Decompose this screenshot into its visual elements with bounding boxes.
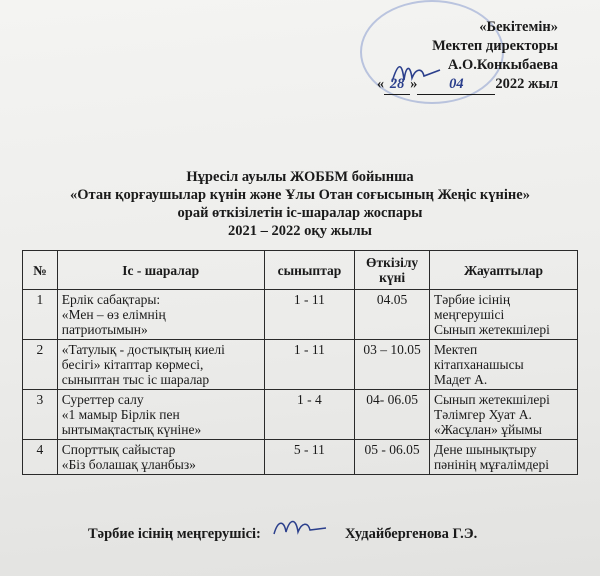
row-event-line: патриотымын» <box>61 322 148 337</box>
row-event-line: «1 мамыр Бірлік пен <box>61 407 180 422</box>
footer-position: Тәрбие ісінің меңгерушісі: <box>88 526 261 542</box>
row-responsible-line: Дене шынықтыру <box>433 442 537 457</box>
row-responsible-line: меңгерушісі <box>433 307 505 322</box>
row-responsible-line: Сынып жетекшілері <box>433 392 550 407</box>
row-responsible-line: Тәрбие ісінің <box>433 292 511 307</box>
row-event-line: бесігі» кітаптар көрмесі, <box>61 357 204 372</box>
table-row <box>23 290 578 340</box>
header-number: № <box>23 251 58 290</box>
row-classes: 5 - 11 <box>264 440 355 475</box>
deputy-signature <box>270 514 330 544</box>
document-title <box>0 168 600 240</box>
row-event-line: Ерлік сабақтары: <box>61 292 161 307</box>
row-responsible <box>429 290 577 340</box>
approval-day: 28 <box>384 75 410 95</box>
row-event <box>57 340 264 390</box>
approval-date: « 28 » 04 2022 жыл <box>377 75 558 95</box>
director-position: Мектеп директоры <box>432 38 558 54</box>
events-plan-table <box>22 250 578 475</box>
row-event-line: сыныптан тыс іс шаралар <box>61 372 210 387</box>
title-line-2: «Отан қорғаушылар күнін және Ұлы Отан соғысының Жеңіс күніне» <box>70 187 530 203</box>
row-classes: 1 - 11 <box>264 340 355 390</box>
row-responsible-line: пәнінің мұғалімдері <box>433 457 550 472</box>
table-header-row <box>23 251 578 290</box>
title-line-4: 2021 – 2022 оқу жылы <box>228 223 372 239</box>
row-responsible-line: Мадет А. <box>433 372 488 387</box>
footer-name: Худайбергенова Г.Э. <box>345 526 478 542</box>
row-responsible <box>429 390 577 440</box>
row-number: 1 <box>23 290 58 340</box>
row-number: 3 <box>23 390 58 440</box>
row-date: 04.05 <box>355 290 430 340</box>
row-event-line: ынтымақтастық күніне» <box>61 422 202 437</box>
row-date: 04- 06.05 <box>355 390 430 440</box>
header-date: Өткізілу күні <box>355 251 430 290</box>
approval-block <box>377 18 558 95</box>
row-event <box>57 290 264 340</box>
row-responsible-line: кітапханашысы <box>433 357 524 372</box>
approval-month: 04 <box>417 75 495 95</box>
header-classes: сыныптар <box>264 251 355 290</box>
table-body <box>23 290 578 475</box>
row-event <box>57 440 264 475</box>
row-classes: 1 - 4 <box>264 390 355 440</box>
row-event-line: Спорттық сайыстар <box>61 442 176 457</box>
row-date: 05 - 06.05 <box>355 440 430 475</box>
director-name-line <box>377 56 558 75</box>
row-responsible <box>429 340 577 390</box>
table-row <box>23 440 578 475</box>
director-name: А.О.Конкыбаева <box>447 57 558 73</box>
row-event <box>57 390 264 440</box>
approval-year: 2022 жыл <box>495 76 558 92</box>
row-event-line: «Татулық - достықтың киелі <box>61 342 225 357</box>
approval-label: «Бекітемін» <box>479 19 558 35</box>
row-event-line: Суреттер салу <box>61 392 144 407</box>
row-classes: 1 - 11 <box>264 290 355 340</box>
row-responsible-line: «Жасұлан» ұйымы <box>433 422 542 437</box>
table-row <box>23 340 578 390</box>
title-line-3: орай өткізілетін іс-шаралар жоспары <box>177 205 423 221</box>
row-responsible-line: Тәлімгер Хуат А. <box>433 407 532 422</box>
row-number: 2 <box>23 340 58 390</box>
title-line-1: Нұресіл ауылы ЖОББМ бойынша <box>186 169 414 185</box>
row-event-line: «Мен – өз елімнің <box>61 307 166 322</box>
row-number: 4 <box>23 440 58 475</box>
table-row <box>23 390 578 440</box>
row-responsible-line: Мектеп <box>433 342 478 357</box>
row-event-line: «Біз болашақ ұланбыз» <box>61 457 196 472</box>
row-date: 03 – 10.05 <box>355 340 430 390</box>
header-responsible: Жауаптылар <box>429 251 577 290</box>
header-events: Іс - шаралар <box>57 251 264 290</box>
row-responsible <box>429 440 577 475</box>
row-responsible-line: Сынып жетекшілері <box>433 322 550 337</box>
